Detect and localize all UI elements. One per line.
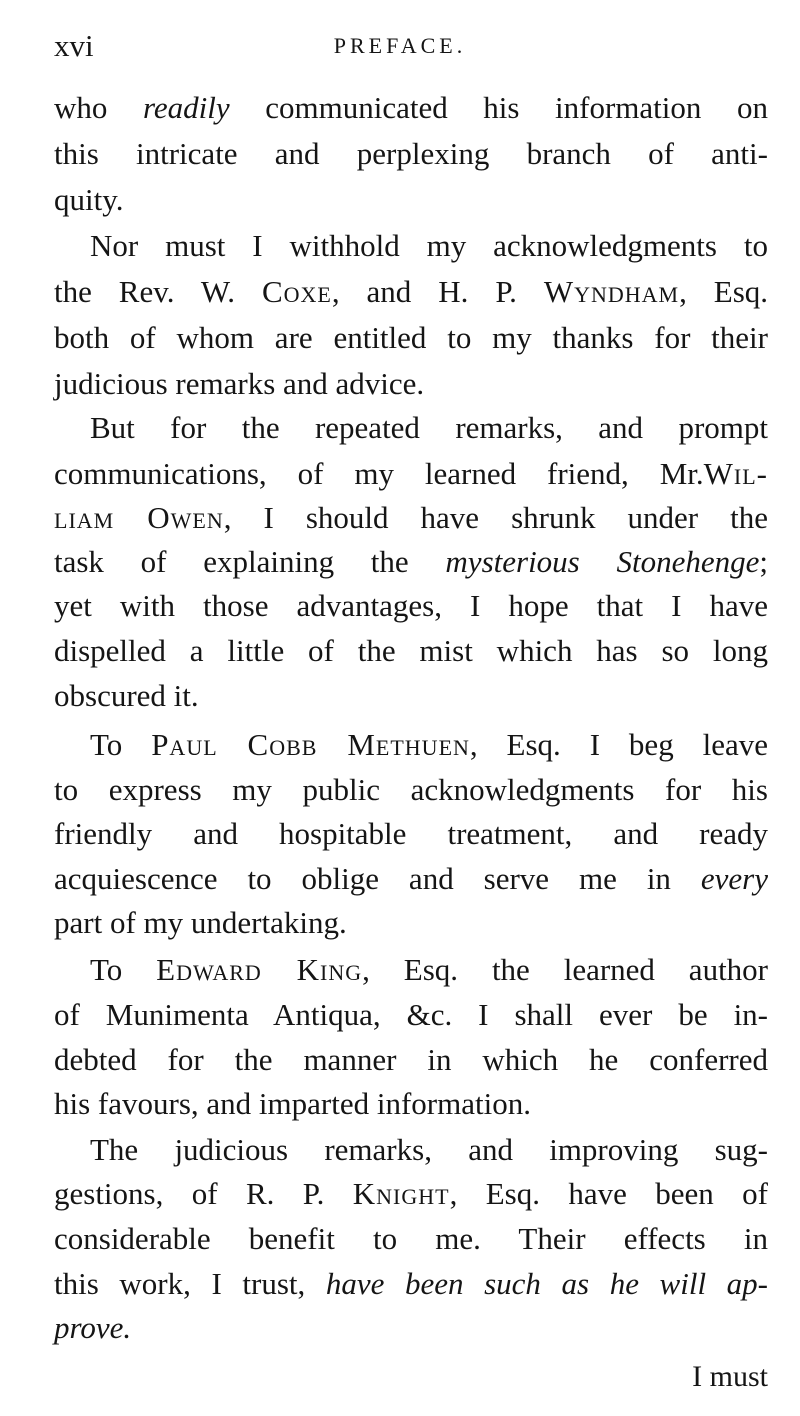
text-line (54, 859, 768, 899)
small-caps-name: Wil- (703, 456, 768, 491)
text-line: yet with those advantages, I hope that I have (54, 588, 768, 623)
text-span: communicated his information on (229, 90, 768, 125)
text-line: friendly and hospitable treatment, and ready (54, 816, 768, 851)
text-line: The judicious remarks, and improving sug- (90, 1132, 768, 1167)
text-line: Nor must I withhold my acknowledgments to (90, 228, 768, 263)
text-line: But for the repeated remarks, and prompt (90, 410, 768, 445)
text-line: obscured it. (54, 678, 199, 713)
text-span: communications, of my learned friend, Mr. (54, 456, 704, 491)
text-span: , Esq. have been of (449, 1176, 768, 1211)
italic-span: readily (142, 90, 230, 125)
text-line (54, 1308, 768, 1348)
italic-span: prove. (54, 1310, 132, 1345)
text-span: gestions, of R. P. (54, 1176, 353, 1211)
text-line (54, 1264, 768, 1304)
text-line: part of my undertaking. (54, 905, 347, 940)
text-line: to express my public acknowledgments for his (54, 772, 768, 807)
text-line (54, 498, 768, 538)
text-span: who (54, 90, 143, 125)
small-caps-name: Paul Cobb Methuen (151, 727, 470, 762)
small-caps-name: Edward King (156, 952, 363, 987)
italic-span: have been such as he will ap- (325, 1266, 769, 1301)
text-span: , and H. P. (331, 274, 544, 309)
text-span: , Esq. the learned author (362, 952, 768, 987)
text-span: To (90, 727, 152, 762)
text-line (54, 454, 768, 494)
page-number: xvi (54, 28, 94, 63)
text-span: , I should have shrunk under the (223, 500, 768, 535)
small-caps-name: liam Owen (54, 500, 224, 535)
text-line: this intricate and perplexing branch of anti- (54, 136, 768, 171)
text-line (54, 88, 768, 128)
small-caps-name: Wyndham (543, 274, 680, 309)
text-line: quity. (54, 182, 124, 217)
text-line (90, 725, 768, 765)
running-head: PREFACE. (333, 33, 467, 58)
small-caps-name: Knight (352, 1176, 450, 1211)
text-line (54, 272, 768, 312)
text-line (54, 1174, 768, 1214)
text-line (90, 950, 768, 990)
text-line: dispelled a little of the mist which has so long (54, 633, 768, 668)
italic-span: every (700, 861, 768, 896)
small-caps-name: Coxe (261, 274, 332, 309)
catchword: I must (692, 1360, 768, 1393)
text-line: his favours, and imparted information. (54, 1086, 531, 1121)
text-span: , Esq. I beg leave (469, 727, 768, 762)
text-line (54, 542, 768, 582)
text-line: debted for the manner in which he conferred (54, 1042, 768, 1077)
text-span: acquiescence to oblige and serve me in (54, 861, 701, 896)
text-span: task of explaining the (54, 544, 446, 579)
text-line: judicious remarks and advice. (54, 366, 425, 401)
text-line: both of whom are entitled to my thanks for their (54, 320, 768, 355)
italic-span: mysterious Stonehenge (445, 544, 760, 579)
text-span: this work, I trust, (54, 1266, 326, 1301)
text-line: of Munimenta Antiqua, &c. I shall ever be in- (54, 997, 768, 1032)
text-span: , Esq. (679, 274, 769, 309)
text-span: To (90, 952, 157, 987)
text-line: considerable benefit to me. Their effects in (54, 1221, 768, 1256)
text-span: ; (759, 544, 768, 579)
text-span: the Rev. W. (54, 274, 262, 309)
